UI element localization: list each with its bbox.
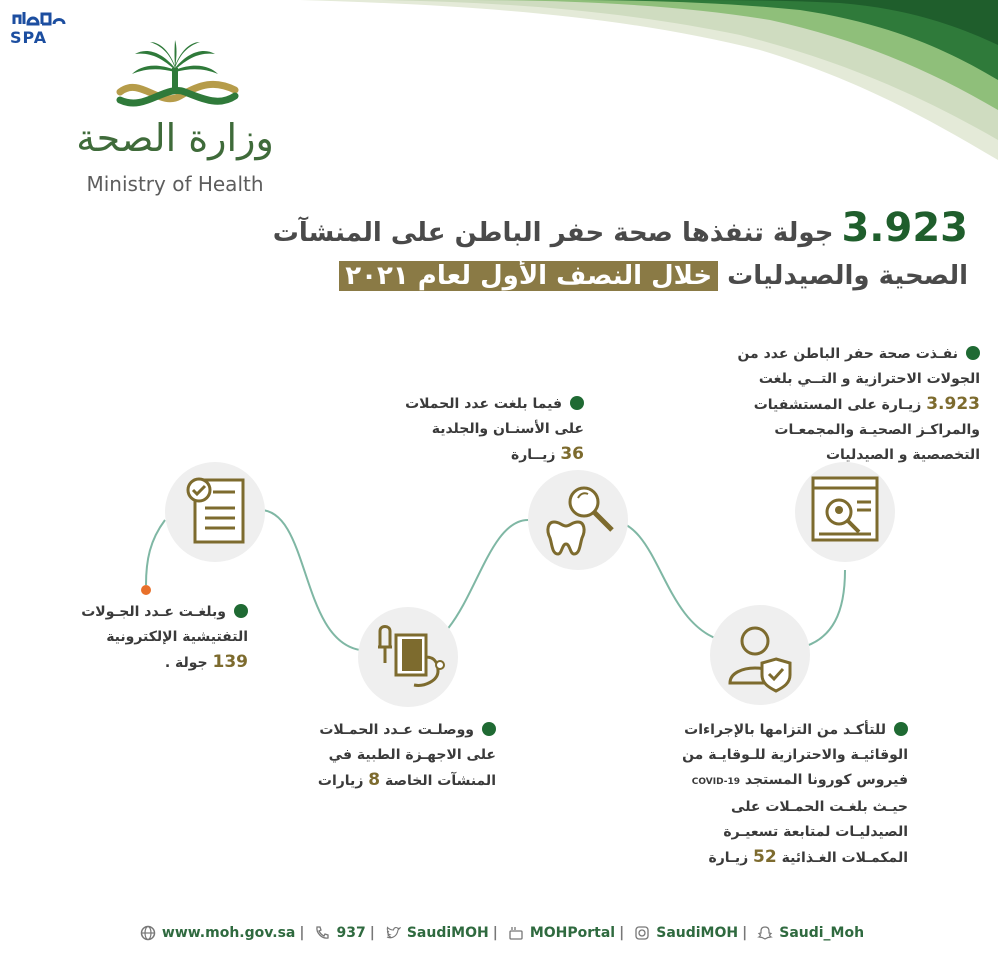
tooth-magnifier-circle [528,470,628,570]
electronic-line-3: جولة . [164,655,208,671]
dental-visits-number: 36 [560,444,584,464]
covid-line-3: فيروس كورونا المستجد [744,772,908,788]
dental-line-3: زيــارة [510,447,556,463]
footer-instagram[interactable] [628,925,738,941]
bullet-dot [234,604,248,618]
footer-contacts [0,925,998,955]
hospitals-visits-number: 3.923 [926,394,980,414]
blood-pressure-device-icon [358,607,458,707]
hospitals-line-5: التخصصية و الصيدليات [825,447,980,463]
devices-visits-number: 8 [368,770,381,790]
checklist-document-icon [165,462,265,562]
dental-campaigns-text [344,392,584,468]
moh-english-name: Ministry of Health [86,172,264,196]
website-text: www.moh.gov.sa [161,925,296,941]
footer-youtube[interactable] [502,925,615,941]
medical-device-circle [358,607,458,707]
footer-twitter[interactable] [379,925,489,941]
electronic-inspections-text [18,600,248,676]
document-search-icon [795,462,895,562]
electronic-tours-number: 139 [212,652,248,672]
bullet-dot [966,346,980,360]
path-end-dot [141,585,151,595]
globe-icon [140,925,156,941]
footer-phone[interactable] [308,925,365,941]
user-shield-circle [710,605,810,705]
footer-snapchat[interactable] [751,925,864,941]
checklist-circle [165,462,265,562]
instagram-icon [634,925,650,941]
hospitals-line-4: والمراكـز الصحيـة والمجمعـات [774,422,980,438]
footer-separator: | [369,925,375,941]
devices-line-1: ووصلـت عـدد الحمـلات [319,722,474,738]
user-shield-icon [710,605,810,705]
footer-separator: | [299,925,305,941]
hospitals-line-1: نفـذت صحة حفر الباطن عدد من [737,346,958,362]
dental-line-2: على الأسنـان والجلدية [431,421,584,437]
bullet-dot [894,722,908,736]
covid-line-5: الصيدليـات لمتابعة تسعيـرة [723,824,908,840]
covid-19-label: COVID-19 [691,777,740,787]
footer-separator: | [742,925,748,941]
instagram-text: SaudiMOH [656,925,739,941]
phone-text: 937 [336,925,366,941]
covid-line-4: حيـث بلغـت الحمـلات على [731,799,908,815]
bullet-dot [482,722,496,736]
covid-line-6-suffix: زيـارة [708,850,749,866]
electronic-line-2: التفتيشية الإلكترونية [106,629,248,645]
twitter-text: SaudiMOH [406,925,489,941]
youtube-icon [508,925,524,941]
covid-visits-number: 52 [753,847,777,867]
headline-highlight: خلال النصف الأول لعام ٢٠٢١ [339,261,718,291]
covid-line-1: للتأكـد من التزامها بالإجراءات [684,722,886,738]
footer-separator: | [619,925,625,941]
dental-line-1: فيما بلغت عدد الحملات [405,396,562,412]
snapchat-icon [757,925,773,941]
hospitals-visits-text [650,342,980,468]
headline-line-2-text: الصحية والصيدليات [727,261,968,291]
covid-line-2: الوقائيـة والاحترازية للـوقايـة من [682,747,908,763]
moh-arabic-name: وزارة الصحة [76,116,274,160]
devices-line-3: زيارات [317,773,364,789]
hospitals-line-2: الجولات الاحترازية و التــي بلغت [758,371,980,387]
covid-line-6: المكمـلات الغـذائية [781,850,908,866]
devices-line-2: على الاجهـزة الطبية في [328,747,496,763]
medical-devices-text [246,718,496,794]
footer-website[interactable] [134,925,295,941]
document-search-circle [795,462,895,562]
headline-number: 3.923 [841,205,968,251]
headline-line-1-text: جولة تنفذها صحة حفر الباطن على المنشآت [272,218,834,248]
tooth-magnifier-icon [528,470,628,570]
spa-logo-text: SPA [10,28,48,47]
electronic-line-1: وبلغـت عـدد الجـولات [81,604,226,620]
covid-campaigns-text [608,718,908,871]
devices-line-3-prefix: المنشآت الخاصة [384,773,496,789]
hospitals-line-3: زيـارة على المستشفيات [753,397,922,413]
youtube-text: MOHPortal [529,925,616,941]
snapchat-text: Saudi_Moh [779,925,865,941]
twitter-icon [385,925,401,941]
phone-icon [314,925,330,941]
bullet-dot [570,396,584,410]
footer-separator: | [492,925,498,941]
